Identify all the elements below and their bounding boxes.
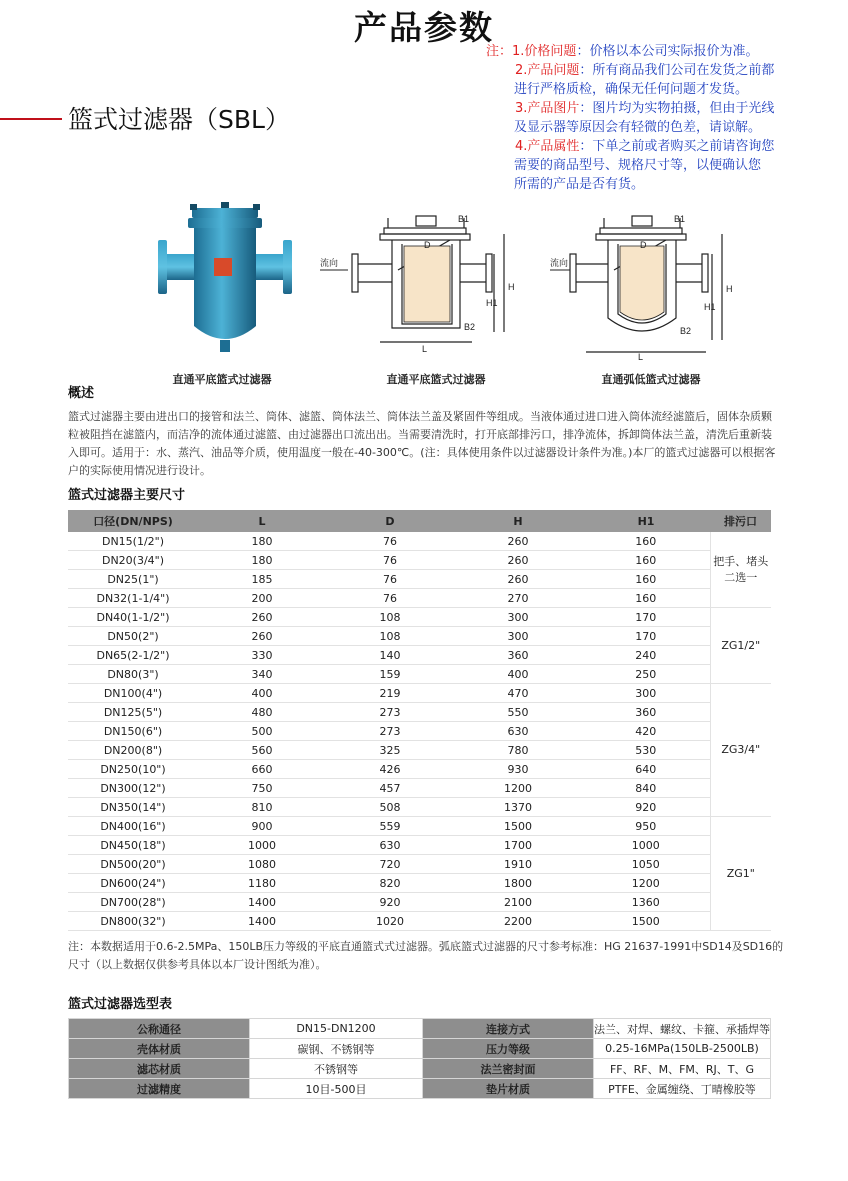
dim-label-h1: H1 [486,298,498,308]
table-cell: DN450(18") [68,836,198,855]
figure-caption-3: 直通弧低篮式过滤器 [601,373,701,386]
table-cell: 750 [198,779,326,798]
table-cell: 273 [326,703,454,722]
table-cell: 1700 [454,836,582,855]
table-cell: 300 [454,608,582,627]
table-cell: 140 [326,646,454,665]
selection-table [68,1018,771,1099]
page-title: 产品参数 [354,8,494,47]
table-cell: 1000 [582,836,710,855]
selection-heading: 篮式过滤器选型表 [68,997,173,1012]
table-cell: DN200(8") [68,741,198,760]
table-cell: 500 [198,722,326,741]
table-row [68,703,771,722]
table-cell: 630 [326,836,454,855]
figure-caption-2: 直通平底篮式过滤器 [386,373,486,386]
table-cell: 508 [326,798,454,817]
note-line [486,99,836,118]
table-cell: 426 [326,760,454,779]
table-cell: 1180 [198,874,326,893]
note-continuation: 进行严格质检，确保无任何问题才发货。 [514,82,749,97]
flow-label: 流向 [550,258,569,268]
note-label: 产品属性 [527,139,580,154]
table-cell: 840 [582,779,710,798]
table-cell: 1500 [582,912,710,931]
table-cell: DN600(24") [68,874,198,893]
note-number: 2. [514,63,528,78]
table-cell: 560 [198,741,326,760]
dim-label-b2: B2 [680,326,692,336]
table-row [68,855,771,874]
drain-port-cell [710,684,771,817]
table-cell: 930 [454,760,582,779]
selection-row [69,1059,771,1079]
table-row [68,646,771,665]
column-header: 排污口 [710,510,771,532]
table-cell: DN15(1/2") [68,532,198,551]
table-cell: 260 [454,551,582,570]
table-row [68,760,771,779]
table-cell: 1200 [454,779,582,798]
table-cell: 360 [454,646,582,665]
dimensions-table [68,510,771,931]
table-row [68,741,771,760]
selection-value: 碳钢、不锈钢等 [250,1039,423,1059]
table-cell: DN300(12") [68,779,198,798]
drain-port-cell [710,608,771,684]
table-cell: DN100(4") [68,684,198,703]
table-cell: 1080 [198,855,326,874]
table-cell: DN65(2-1/2") [68,646,198,665]
table-cell: 1050 [582,855,710,874]
table-cell: 260 [198,627,326,646]
table-row [68,627,771,646]
table-cell: DN500(20") [68,855,198,874]
note-line [486,137,836,156]
table-cell: 250 [582,665,710,684]
drain-port-text: 把手、堵头 [713,554,769,568]
table-cell: 76 [326,589,454,608]
table-cell: 76 [326,532,454,551]
table-cell: 260 [454,532,582,551]
table-row [68,722,771,741]
selection-key: 垫片材质 [423,1079,594,1099]
overview-heading: 概述 [68,386,95,401]
table-cell: DN20(3/4") [68,551,198,570]
table-cell: 270 [454,589,582,608]
table-cell: 420 [582,722,710,741]
table-cell: 1200 [582,874,710,893]
selection-value: DN15-DN1200 [250,1019,423,1039]
table-row [68,893,771,912]
table-row [68,836,771,855]
selection-row [69,1019,771,1039]
table-cell: 273 [326,722,454,741]
table-row [68,589,771,608]
selection-row [69,1079,771,1099]
dim-label-d: D [640,240,647,250]
table-row [68,779,771,798]
drain-port-text: ZG1/2" [721,638,761,652]
table-cell: 340 [198,665,326,684]
table-cell: 480 [198,703,326,722]
table-cell: 1400 [198,893,326,912]
selection-value: 不锈钢等 [250,1059,423,1079]
table-row [68,684,771,703]
table-cell: DN350(14") [68,798,198,817]
dim-label-h: H [726,284,733,294]
table-cell: 160 [582,551,710,570]
table-cell: 530 [582,741,710,760]
selection-value: FF、RF、M、FM、RJ、T、G [594,1059,771,1079]
drain-port-text: ZG3/4" [721,743,761,756]
table-cell: 900 [198,817,326,836]
selection-key: 压力等级 [423,1039,594,1059]
note-text: ：价格以本公司实际报价为准。 [576,44,759,59]
table-cell: 260 [198,608,326,627]
table-cell: 300 [454,627,582,646]
note-continuation: 需要的商品型号、规格尺寸等，以便确认您 [514,158,762,173]
table-cell: DN80(3") [68,665,198,684]
selection-value: PTFE、金属缠绕、丁晴橡胶等 [594,1079,771,1099]
note-text: ：图片均为实物拍摄，但由于光线 [579,101,775,116]
section-title: 篮式过滤器（SBL） [68,105,290,134]
dim-label-l: L [638,352,644,362]
table-cell: 920 [582,798,710,817]
table-cell: 1910 [454,855,582,874]
table-cell: 200 [198,589,326,608]
table-header-row [68,510,771,532]
drain-port-cell [710,817,771,931]
selection-value: 10目-500目 [250,1079,423,1099]
note-text: ：所有商品我们公司在发货之前都 [579,63,775,78]
dim-label-h1: H1 [704,302,716,312]
table-cell: 108 [326,627,454,646]
note-label: 价格问题 [524,44,577,59]
selection-key: 公称通径 [69,1019,250,1039]
selection-key: 过滤精度 [69,1079,250,1099]
dim-label-b1: B1 [674,214,686,224]
drain-port-cell [710,532,771,608]
note-line [486,42,836,61]
table-cell: 1400 [198,912,326,931]
table-cell: DN32(1-1/4") [68,589,198,608]
table-cell: 550 [454,703,582,722]
table-cell: 76 [326,551,454,570]
table-cell: 160 [582,589,710,608]
table-cell: 159 [326,665,454,684]
table-cell: 820 [326,874,454,893]
table-cell: 559 [326,817,454,836]
table-cell: DN250(10") [68,760,198,779]
table-cell: 170 [582,627,710,646]
table-row [68,874,771,893]
selection-key: 法兰密封面 [423,1059,594,1079]
table-cell: 1000 [198,836,326,855]
table-cell: 160 [582,570,710,589]
figure-caption-1: 直通平底篮式过滤器 [172,373,272,386]
selection-row [69,1039,771,1059]
table-cell: 400 [198,684,326,703]
table-row [68,532,771,551]
note-continuation: 及显示器等原因会有轻微的色差，请谅解。 [514,120,762,135]
table-cell: DN50(2") [68,627,198,646]
table-cell: DN125(5") [68,703,198,722]
table-cell: 660 [198,760,326,779]
table-cell: 180 [198,532,326,551]
selection-value: 法兰、对焊、螺纹、卡箍、承插焊等 [594,1019,771,1039]
table-cell: 1370 [454,798,582,817]
table-cell: 260 [454,570,582,589]
table-row [68,817,771,836]
note-prefix: 注： [486,44,513,59]
table-row [68,665,771,684]
note-text: ：下单之前或者购买之前请咨询您 [579,139,775,154]
column-header: D [326,510,454,532]
table-cell: 400 [454,665,582,684]
selection-key: 滤芯材质 [69,1059,250,1079]
schematic-straight-flat [318,210,518,362]
overview-text: 篮式过滤器主要由进出口的接管和法兰、筒体、滤篮、筒体法兰、筒体法兰盖及紧固件等组成。当液体通过进口进入筒体流经滤篮后，固体杂质颗粒被阻挡在滤篮内，而洁净的流体通过滤篮、由过滤器出口流出出。当需要清洗时，打开底部排污口，排净流体，拆卸筒体法兰盖，清洗后重新装入即可。适用于：水、蒸汽、油品等介质，使用温度一般在-40-300℃。(注：具体使用条件以过滤器设计条件为准。)本厂的篮式过滤器可以根据客户的实际使用情况进行设计。 [68,410,776,477]
selection-value: 0.25-16MPa(150LB-2500LB) [594,1039,771,1059]
table-cell: 360 [582,703,710,722]
table-cell: 185 [198,570,326,589]
table-cell: 180 [198,551,326,570]
table-cell: 950 [582,817,710,836]
table-cell: DN150(6") [68,722,198,741]
note-number: 3. [514,101,528,116]
flow-label: 流向 [320,258,339,268]
table-cell: 920 [326,893,454,912]
column-header: H [454,510,582,532]
table-cell: 2100 [454,893,582,912]
table-cell: 240 [582,646,710,665]
table-cell: DN25(1") [68,570,198,589]
table-row [68,798,771,817]
table-cell: 640 [582,760,710,779]
dim-label-l: L [422,344,428,354]
column-header: L [198,510,326,532]
table-note: 注：本数据适用于0.6-2.5MPa、150LB压力等级的平底直通篮式式过滤器。弧底篮式过滤器的尺寸参考标准：HG 21637-1991中SD14及SD16的尺寸（以上数据仅供参考具体以本厂设计图纸为准）。 [68,940,784,971]
table-cell: 1800 [454,874,582,893]
table-cell: 1500 [454,817,582,836]
table-cell: 170 [582,608,710,627]
table-cell: 470 [454,684,582,703]
table-cell: DN800(32") [68,912,198,931]
dim-label-b1: B1 [458,214,470,224]
selection-key: 连接方式 [423,1019,594,1039]
table-cell: DN700(28") [68,893,198,912]
table-cell: 300 [582,684,710,703]
table-cell: 2200 [454,912,582,931]
table-cell: 108 [326,608,454,627]
product-photo [150,200,300,358]
dim-label-h: H [508,282,515,292]
note-label: 产品图片 [527,101,580,116]
table-cell: DN40(1-1/2") [68,608,198,627]
table-cell: 720 [326,855,454,874]
selection-key: 壳体材质 [69,1039,250,1059]
table-cell: 1020 [326,912,454,931]
note-label: 产品问题 [527,63,580,78]
dim-label-b2: B2 [464,322,476,332]
section-rule [0,118,62,120]
table-cell: DN400(16") [68,817,198,836]
note-continuation: 所需的产品是否有货。 [514,177,645,192]
column-header: 口径(DN/NPS) [68,510,198,532]
dimensions-heading: 篮式过滤器主要尺寸 [68,488,186,503]
table-row [68,608,771,627]
drain-port-text: 二选一 [724,570,758,584]
note-number: 4. [514,139,528,154]
table-cell: 780 [454,741,582,760]
dim-label-d: D [424,240,431,250]
table-row [68,912,771,931]
table-cell: 630 [454,722,582,741]
table-cell: 325 [326,741,454,760]
table-row [68,551,771,570]
table-cell: 160 [582,532,710,551]
note-number: 1. [512,44,525,59]
note-line [486,61,836,80]
table-cell: 810 [198,798,326,817]
table-cell: 219 [326,684,454,703]
table-cell: 330 [198,646,326,665]
notes-block [486,42,836,194]
table-cell: 1360 [582,893,710,912]
table-row [68,570,771,589]
column-header: H1 [582,510,710,532]
schematic-straight-arc [546,210,746,362]
table-cell: 457 [326,779,454,798]
drain-port-text: ZG1" [726,866,755,880]
table-cell: 76 [326,570,454,589]
